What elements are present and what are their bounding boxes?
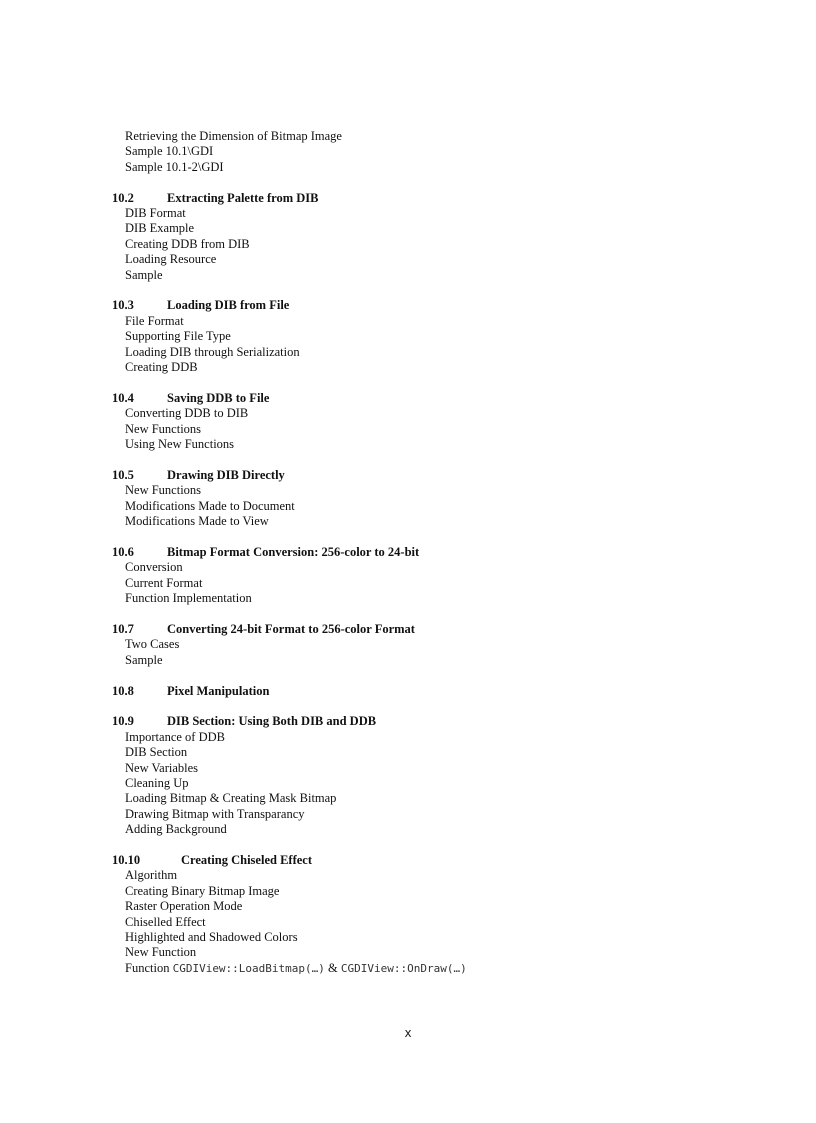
toc-section	[112, 298, 762, 375]
toc-sections	[112, 191, 762, 977]
section-number: 10.2	[112, 190, 134, 205]
toc-item: Loading Bitmap & Creating Mask Bitmap	[125, 791, 337, 806]
section-number: 10.3	[112, 298, 134, 313]
toc-item: Loading DIB through Serialization	[125, 344, 300, 359]
toc-item: Sample	[125, 652, 163, 667]
toc-item: File Format	[125, 313, 184, 328]
toc-item: Sample	[125, 267, 163, 282]
toc-section	[112, 622, 762, 668]
toc-item-code	[112, 961, 762, 976]
toc-item: Using New Functions	[125, 437, 235, 452]
item-connector: &	[324, 960, 341, 975]
section-number: 10.10	[112, 852, 141, 867]
section-heading	[112, 298, 762, 313]
section-number: 10.4	[112, 390, 134, 405]
toc-item: New Function	[125, 945, 197, 960]
section-title: Loading DIB from File	[167, 298, 290, 313]
item-prefix: Function	[125, 960, 173, 975]
section-number: 10.6	[112, 544, 134, 559]
toc-item: Algorithm	[125, 868, 178, 883]
table-of-contents	[112, 129, 762, 992]
section-heading	[112, 714, 762, 729]
page-number: x	[404, 1026, 412, 1040]
toc-item: Chiselled Effect	[125, 914, 206, 929]
toc-item: Cleaning Up	[125, 775, 189, 790]
toc-item: Importance of DDB	[125, 729, 225, 744]
code-on-draw: CGDIView::OnDraw(…)	[340, 961, 467, 975]
toc-item: Adding Background	[125, 822, 227, 837]
section-number: 10.9	[112, 714, 134, 729]
toc-item: DIB Example	[125, 221, 195, 236]
toc-item: New Functions	[125, 421, 202, 436]
toc-item: Two Cases	[125, 637, 180, 652]
toc-item: New Functions	[125, 483, 202, 498]
section-title: Pixel Manipulation	[167, 683, 270, 698]
section-title: Bitmap Format Conversion: 256-color to 24-bit	[167, 544, 420, 559]
section-title: Converting 24-bit Format to 256-color Format	[167, 621, 415, 636]
section-title: DIB Section: Using Both DIB and DDB	[167, 714, 377, 729]
section-heading	[112, 622, 762, 637]
toc-item: Raster Operation Mode	[125, 899, 243, 914]
toc-item: DIB Section	[125, 745, 188, 760]
toc-item: Drawing Bitmap with Transparancy	[125, 806, 305, 821]
toc-item: DIB Format	[125, 206, 186, 221]
section-number: 10.5	[112, 467, 134, 482]
section-title: Drawing DIB Directly	[167, 467, 285, 482]
toc-item: Converting DDB to DIB	[125, 406, 249, 421]
section-heading	[112, 468, 762, 483]
section-title: Saving DDB to File	[167, 390, 270, 405]
toc-item: Modifications Made to View	[125, 514, 269, 529]
toc-section	[112, 391, 762, 453]
toc-item: Highlighted and Shadowed Colors	[125, 929, 298, 944]
toc-item: New Variables	[125, 760, 199, 775]
toc-item: Sample 10.1-2\GDI	[125, 159, 224, 174]
toc-section	[112, 714, 762, 837]
toc-item: Loading Resource	[125, 252, 217, 267]
section-heading	[112, 191, 762, 206]
toc-item: Conversion	[125, 560, 183, 575]
toc-item: Retrieving the Dimension of Bitmap Image	[125, 129, 342, 143]
toc-section	[112, 684, 762, 699]
section-heading	[112, 545, 762, 560]
section-number: 10.8	[112, 683, 134, 698]
intro-items	[112, 129, 762, 175]
section-heading	[112, 684, 762, 699]
toc-item: Function Implementation	[125, 591, 252, 606]
section-heading	[112, 853, 762, 868]
toc-item: Sample 10.1\GDI	[125, 144, 214, 159]
toc-section	[112, 191, 762, 283]
toc-item: Modifications Made to Document	[125, 498, 295, 513]
toc-item: Creating DDB from DIB	[125, 236, 250, 251]
section-title: Creating Chiseled Effect	[181, 852, 312, 867]
toc-item: Supporting File Type	[125, 329, 231, 344]
code-load-bitmap: CGDIView::LoadBitmap(…)	[172, 961, 325, 975]
section-title: Extracting Palette from DIB	[167, 190, 319, 205]
section-number: 10.7	[112, 621, 134, 636]
toc-section	[112, 545, 762, 607]
section-heading	[112, 391, 762, 406]
toc-section	[112, 853, 762, 976]
toc-item: Creating Binary Bitmap Image	[125, 883, 280, 898]
toc-item: Current Format	[125, 575, 203, 590]
toc-item: Creating DDB	[125, 360, 198, 375]
toc-section	[112, 468, 762, 530]
